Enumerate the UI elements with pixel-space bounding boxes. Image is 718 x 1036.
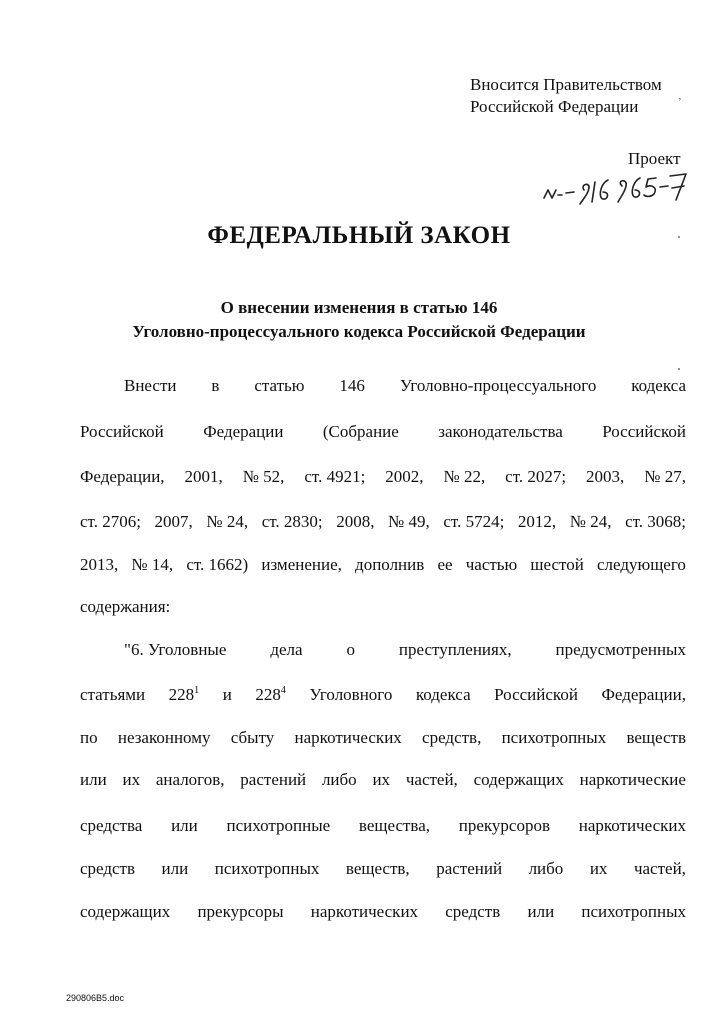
word: Федерации,: [601, 685, 686, 704]
word: или: [171, 816, 198, 835]
word: наркотические: [579, 770, 686, 789]
word: № 49,: [388, 512, 430, 531]
law-subject-line-2: Уголовно-процессуального кодекса Российской Федерации: [132, 322, 586, 341]
draft-label: Проект: [628, 149, 681, 168]
law-subject: [0, 296, 718, 344]
word: 228: [168, 685, 195, 704]
word: следующего: [597, 555, 686, 574]
word: шестой: [530, 555, 584, 574]
word: № 52,: [242, 467, 285, 486]
word: их: [589, 859, 608, 878]
word: 228: [255, 685, 281, 704]
word: прекурсоров: [458, 816, 550, 835]
word: веществ,: [345, 859, 410, 878]
word: Уголовного: [309, 685, 393, 704]
word: Российской: [602, 422, 686, 441]
word: частей,: [633, 859, 686, 878]
word: или: [80, 770, 107, 789]
scan-speck: [678, 236, 680, 238]
word: психотропных: [581, 902, 686, 921]
word: либо: [321, 770, 357, 789]
word: средств: [80, 859, 136, 878]
word: или: [161, 859, 189, 878]
word: Российской: [494, 685, 578, 704]
word: психотропных: [214, 859, 320, 878]
body-line-10: [80, 768, 686, 792]
superscript: 1: [194, 685, 200, 696]
word: Внести: [124, 376, 177, 395]
word: статьями: [80, 685, 146, 704]
word: Российской: [80, 422, 164, 441]
submitter-block: [470, 74, 662, 118]
scan-speck: [678, 368, 680, 370]
body-line-12: [80, 857, 686, 881]
document-file-id: 290806В5.doc: [66, 993, 125, 1003]
word: прекурсоры: [197, 902, 284, 921]
word: ст. 3068;: [625, 512, 686, 531]
word: ст. 2027;: [505, 467, 567, 486]
word: содержащих: [473, 770, 564, 789]
word: аналогов,: [155, 770, 225, 789]
body-line-13: [80, 900, 686, 924]
word: о: [346, 640, 355, 659]
word: № 24,: [569, 512, 612, 531]
word: дела: [270, 640, 303, 659]
word: их: [122, 770, 141, 789]
word: ее: [437, 555, 453, 574]
word: частей,: [405, 770, 458, 789]
word: их: [372, 770, 391, 789]
body-line-2: [80, 420, 686, 444]
word: (Собрание: [322, 422, 399, 441]
body-line-11: [80, 814, 686, 838]
word: 2008,: [336, 512, 375, 531]
word: законодательства: [438, 422, 563, 441]
word: наркотических: [578, 816, 686, 835]
word: содержащих: [80, 902, 171, 921]
word: ст. 4921;: [304, 467, 366, 486]
word: 2001,: [184, 467, 223, 486]
word: "6. Уголовные: [124, 640, 227, 659]
article-ref-2: [255, 683, 286, 707]
superscript: 4: [280, 685, 286, 696]
word: Федерации,: [80, 467, 165, 486]
word: и: [222, 685, 232, 704]
word: статью: [254, 376, 305, 395]
word: веществ: [626, 728, 686, 747]
word: преступлениях,: [398, 640, 512, 659]
word: незаконному: [117, 728, 211, 747]
word: 2002,: [385, 467, 424, 486]
law-subject-line-1: О внесении изменения в статью 146: [220, 298, 498, 317]
word: № 27,: [644, 467, 686, 486]
body-line-9: [80, 726, 686, 750]
word: 2012,: [517, 512, 557, 531]
word: в: [211, 376, 220, 395]
law-title: ФЕДЕРАЛЬНЫЙ ЗАКОН: [207, 222, 511, 249]
word: № 14,: [131, 555, 174, 574]
body-line-7: [124, 638, 686, 662]
word: или: [527, 902, 555, 921]
body-line-1: [124, 374, 686, 398]
word: ст. 2830;: [261, 512, 323, 531]
word: дополнив: [355, 555, 425, 574]
word: кодекса: [415, 685, 471, 704]
word: вещества,: [358, 816, 431, 835]
word: 2003,: [586, 467, 625, 486]
scan-mark: ʼ: [678, 96, 682, 108]
word: средств,: [422, 728, 482, 747]
word: сбыту: [230, 728, 275, 747]
word: Федерации: [203, 422, 284, 441]
word: психотропные: [226, 816, 331, 835]
body-line-5: [80, 553, 686, 577]
handwritten-number-drawing: [540, 168, 690, 218]
word: 2007,: [154, 512, 193, 531]
word: предусмотренных: [555, 640, 686, 659]
word: наркотических: [294, 728, 402, 747]
word: частью: [465, 555, 518, 574]
word: изменение,: [261, 555, 342, 574]
word: растений: [240, 770, 307, 789]
word: № 22,: [443, 467, 486, 486]
word: наркотических: [310, 902, 419, 921]
body-line-4: [80, 510, 686, 534]
body-line-3: [80, 465, 686, 489]
submitter-line-2: Российской Федерации: [470, 97, 639, 116]
article-ref-1: [169, 683, 200, 707]
word: ст. 5724;: [443, 512, 505, 531]
word: средств: [445, 902, 501, 921]
word: по: [80, 728, 98, 747]
word: 2013,: [80, 555, 119, 574]
word: кодекса: [631, 376, 686, 395]
word: либо: [528, 859, 564, 878]
handwritten-registration-number: [540, 168, 690, 218]
word: ст. 1662): [186, 555, 249, 574]
body-line-6: содержания:: [80, 597, 171, 616]
handwritten-number-text: № 916965-7: [540, 216, 546, 217]
word: средства: [80, 816, 143, 835]
submitter-line-1: Вносится Правительством: [470, 75, 662, 94]
word: 146: [339, 376, 365, 395]
word: психотропных: [501, 728, 607, 747]
word: Уголовно-процессуального: [399, 376, 597, 395]
word: № 24,: [206, 512, 249, 531]
body-line-8: [80, 683, 686, 707]
word: растений: [436, 859, 503, 878]
word: ст. 2706;: [80, 512, 141, 531]
